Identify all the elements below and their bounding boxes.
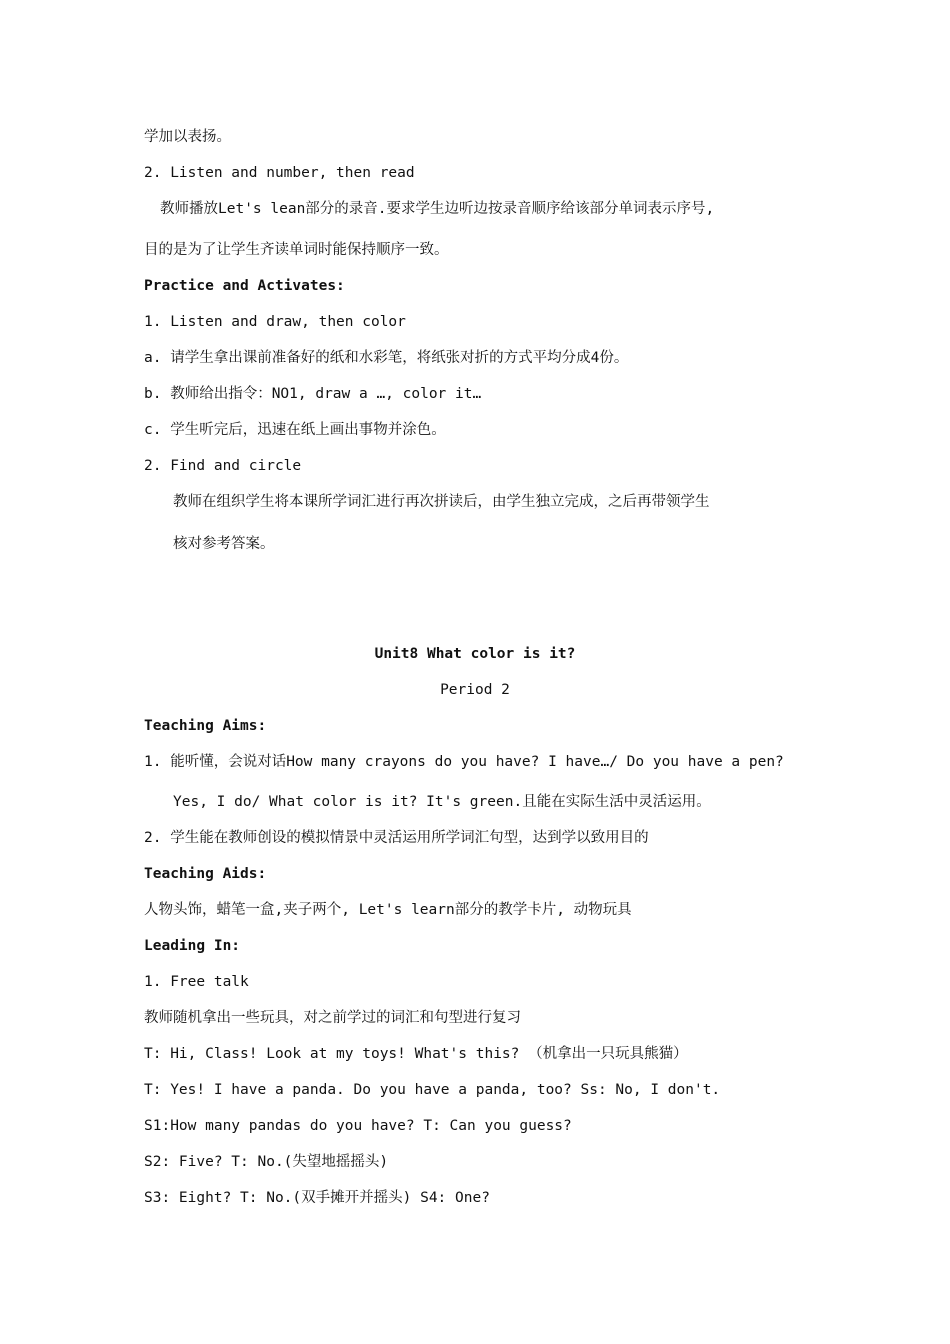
section-heading: Teaching Aims: [144,718,267,734]
text-line: 核对参考答案。 [173,536,275,552]
text-line: 2. Listen and number, then read [144,165,415,181]
period-subtitle: Period 2 [440,682,510,698]
text-line: b. 教师给出指令：NO1, draw a …, color it… [144,386,482,402]
text-line: 目的是为了让学生齐读单词时能保持顺序一致。 [144,242,449,258]
unit-title: Unit8 What color is it? [374,646,576,662]
section-heading: Practice and Activates: [144,278,345,294]
text-line: 2. 学生能在教师创设的模拟情景中灵活运用所学词汇句型，达到学以致用目的 [144,830,649,846]
dialogue-line: S2: Five? T: No.(失望地摇摇头) [144,1154,389,1170]
text-line: Yes, I do/ What color is it? It's green.且能在实际生活中灵活运用。 [173,794,711,810]
text-line: 1. Free talk [144,974,249,990]
text-line: c. 学生听完后，迅速在纸上画出事物并涂色。 [144,422,446,438]
section-heading: Teaching Aids: [144,866,267,882]
dialogue-line: T: Hi, Class! Look at my toys! What's this? （机拿出一只玩具熊猫） [144,1046,688,1062]
text-line: 教师播放Let's lean部分的录音.要求学生边听边按录音顺序给该部分单词表示序号, [160,201,715,217]
text-line: 人物头饰，蜡笔一盒,夹子两个, Let's learn部分的教学卡片, 动物玩具 [144,902,632,918]
text-line: 1. 能听懂，会说对话How many crayons do you have? I have…/ Do you have a pen? [144,754,784,770]
text-line: 学加以表扬。 [144,129,231,145]
dialogue-line: S1:How many pandas do you have? T: Can you guess? [144,1118,572,1134]
text-line: 教师随机拿出一些玩具，对之前学过的词汇和句型进行复习 [144,1010,521,1026]
section-heading: Leading In: [144,938,241,954]
text-line: 教师在组织学生将本课所学词汇进行再次拼读后，由学生独立完成，之后再带领学生 [173,494,710,510]
text-line: a. 请学生拿出课前准备好的纸和水彩笔，将纸张对折的方式平均分成4份。 [144,350,629,366]
text-line: 1. Listen and draw, then color [144,314,406,330]
dialogue-line: T: Yes! I have a panda. Do you have a panda, too? Ss: No, I don't. [144,1082,721,1098]
text-line: 2. Find and circle [144,458,302,474]
dialogue-line: S3: Eight? T: No.(双手摊开并摇头) S4: One? [144,1190,490,1206]
